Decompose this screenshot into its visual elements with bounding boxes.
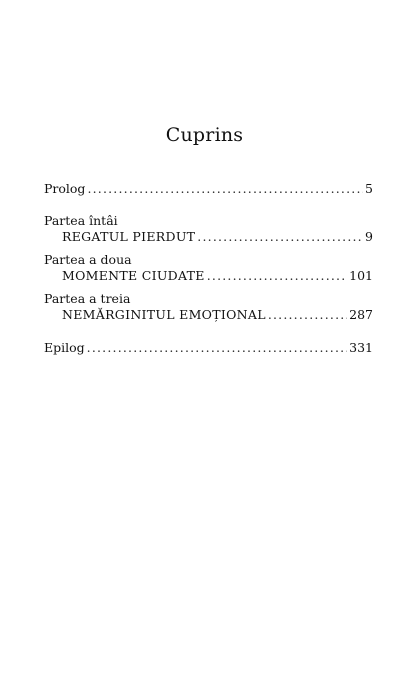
- toc-entry-label: Epilog: [44, 340, 85, 355]
- toc-entry-part1: [62, 231, 373, 244]
- toc-entry-part3: [62, 309, 373, 322]
- toc-page-number: 331: [349, 340, 373, 355]
- toc-entry-part2: [62, 270, 373, 283]
- toc-entry-label: NEMĂRGINITUL EMOȚIONAL: [62, 307, 266, 322]
- dot-leader: [207, 270, 347, 283]
- page-title: Cuprins: [165, 124, 244, 146]
- part-heading-1: Partea întâi: [44, 213, 118, 228]
- toc-entry-epilog: [44, 342, 373, 355]
- dot-leader: [197, 231, 363, 244]
- toc-page-number: 9: [365, 229, 373, 244]
- toc-page-number: 5: [365, 181, 373, 196]
- dot-leader: [268, 309, 347, 322]
- part-heading-2: Partea a doua: [44, 252, 132, 267]
- toc-entry-label: MOMENTE CIUDATE: [62, 268, 205, 283]
- toc-page-number: 101: [349, 268, 373, 283]
- dot-leader: [87, 342, 347, 355]
- part-heading-3: Partea a treia: [44, 291, 131, 306]
- toc-entry-label: REGATUL PIERDUT: [62, 229, 196, 244]
- toc-page-number: 287: [349, 307, 373, 322]
- toc-entry-label: Prolog: [44, 181, 86, 196]
- toc-entry-prolog: [44, 183, 373, 196]
- dot-leader: [87, 183, 363, 196]
